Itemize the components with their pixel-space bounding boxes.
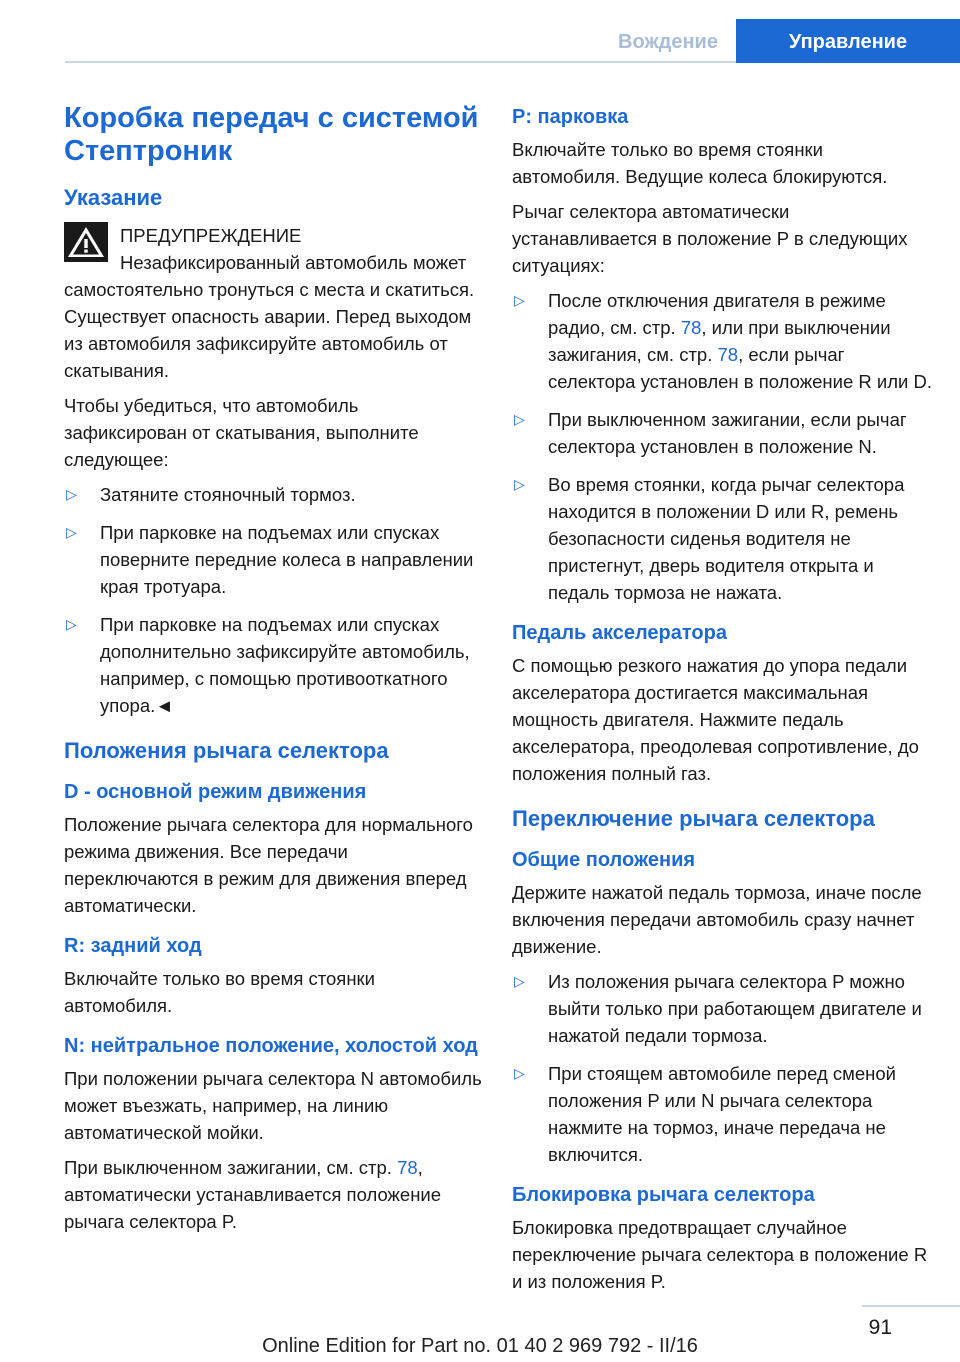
note-heading: Указание (64, 185, 163, 210)
triangle-bullet-icon: ▷ (66, 616, 77, 632)
warning-title: ПРЕДУПРЕЖДЕНИЕ (120, 225, 302, 246)
right-column (512, 96, 932, 1303)
steps-list (64, 481, 484, 719)
p-list (512, 287, 932, 606)
general-text: Держите нажатой педаль тормоза, иначе после включения передачи автомобиль сразу начнет движение. (512, 882, 922, 957)
triangle-bullet-icon: ▷ (514, 1065, 525, 1081)
triangle-bullet-icon: ▷ (66, 486, 77, 502)
page-link[interactable]: 78 (717, 344, 739, 365)
n-text: При положении рычага селектора N автомобиль может въезжать, например, на линию автоматической мойки. (64, 1068, 482, 1143)
intro-text: Чтобы убедиться, что автомобиль зафиксирован от скатывания, выполните следующее: (64, 395, 419, 470)
page-link[interactable]: 78 (397, 1157, 418, 1178)
list-item: ▷ При выключенном зажигании, если рычаг селектора установлен в положение N. (512, 406, 932, 460)
p-text-2: Рычаг селектора автоматически устанавливается в положение P в следующих ситуациях: (512, 201, 908, 276)
tab-driving[interactable]: Вождение (618, 31, 718, 53)
list-item: ▷ Из положения рычага селектора P можно выйти только при работающем двигателе и нажатой педали тормоза. (512, 968, 932, 1049)
n-heading: N: нейтральное положение, холостой ход (64, 1035, 478, 1057)
r-text: Включайте только во время стоянки автомобиля. (64, 968, 375, 1016)
p-text: Включайте только во время стоянки автомобиля. Ведущие колеса блокируются. (512, 139, 888, 187)
warning-text: Незафиксированный автомобиль может самостоятельно тронуться с места и скатиться. Существует опасность аварии. Перед выходом из автомобиля зафиксируйте автомобиль от скатывания. (64, 252, 475, 381)
p-heading: P: парковка (512, 106, 629, 128)
page-link[interactable]: 78 (680, 317, 702, 338)
triangle-bullet-icon: ▷ (514, 292, 525, 308)
lock-heading: Блокировка рычага селектора (512, 1184, 815, 1206)
positions-heading: Положения рычага селектора (64, 738, 389, 763)
general-heading: Общие положения (512, 849, 696, 871)
footer-edition: Online Edition for Part no. 01 40 2 969 792 - II/16 (262, 1335, 698, 1357)
triangle-bullet-icon: ▷ (514, 476, 525, 492)
general-list (512, 968, 932, 1168)
lock-text: Блокировка предотвращает случайное переключение рычага селектора в положение R и из положения P. (512, 1217, 928, 1292)
list-item: ▷ При стоящем автомобиле перед сменой положения P или N рычага селектора нажмите на тормоз, иначе передача не включится. (512, 1060, 932, 1168)
list-item: ▷ Во время стоянки, когда рычаг селектора находится в положении D или R, ремень безопасности сиденья водителя не пристегнут, дверь водителя открыта и педаль тормоза не нажата. (512, 471, 932, 606)
triangle-bullet-icon: ▷ (66, 524, 77, 540)
switch-heading: Переключение рычага селектора (512, 806, 875, 831)
r-heading: R: задний ход (64, 935, 202, 957)
n-text-2: При выключенном зажигании, см. стр. 78, автоматически устанавливается положение рычага селектора P. (64, 1157, 442, 1232)
list-item: ▷ При парковке на подъемах или спусках дополнительно зафиксируйте автомобиль, например, с помощью противооткатного упора.◄ (64, 611, 484, 719)
page-number: 91 (868, 1316, 892, 1339)
list-item: ▷ При парковке на подъемах или спусках поверните передние колеса в направлении края тротуара. (64, 519, 484, 600)
warning-icon (64, 222, 108, 262)
warning-block (64, 222, 484, 384)
tab-controls[interactable]: Управление (736, 19, 960, 63)
page-number-rule (862, 1305, 960, 1307)
page-title: Коробка передач с системой Стептроник (64, 102, 479, 167)
left-column (64, 96, 484, 1243)
list-item: ▷ Затяните стояночный тормоз. (64, 481, 484, 508)
list-item: ▷ После отключения двигателя в режиме радио, см. стр. 78, или при выключении зажигания, см. стр. 78, если рычаг селектора установлен в положение R или D. (512, 287, 932, 395)
triangle-bullet-icon: ▷ (514, 973, 525, 989)
d-text: Положение рычага селектора для нормального режима движения. Все передачи переключаются в режим для движения вперед автоматически. (64, 814, 473, 916)
d-heading: D - основной режим движения (64, 781, 367, 803)
accel-heading: Педаль акселератора (512, 622, 727, 644)
accel-text: С помощью резкого нажатия до упора педали акселератора достигается максимальная мощность двигателя. Нажмите педаль акселератора, преодолевая сопротивление, до положения полный газ. (512, 655, 919, 784)
triangle-bullet-icon: ▷ (514, 411, 525, 427)
